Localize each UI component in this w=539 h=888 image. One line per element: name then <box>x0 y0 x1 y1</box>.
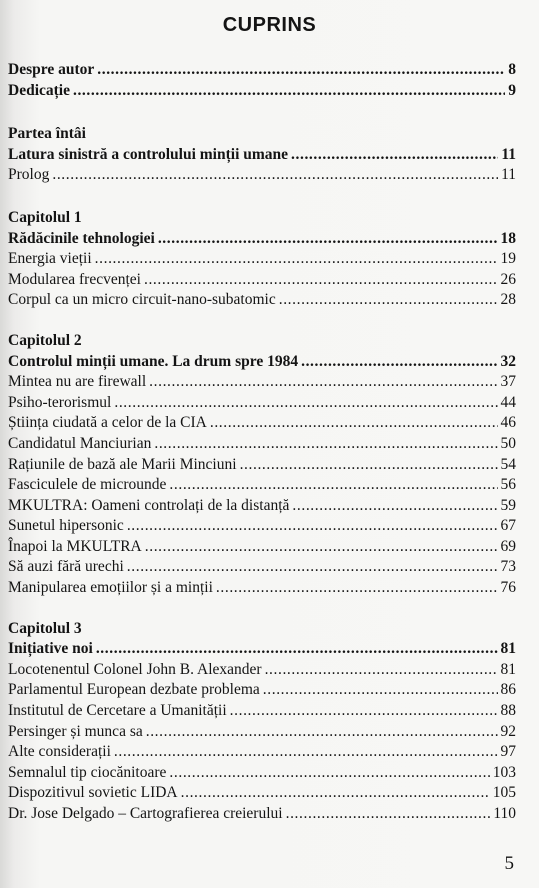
dot-leader <box>146 722 498 743</box>
toc-main-entry <box>8 145 516 166</box>
toc-entry-page: 18 <box>500 229 516 247</box>
toc-entry <box>8 413 516 434</box>
toc-entry-title: Înapoi la MKULTRA <box>8 537 142 555</box>
dot-leader <box>291 145 498 166</box>
dot-leader <box>158 229 498 250</box>
toc-entry-title: Dedicație <box>8 81 70 99</box>
toc-entry <box>8 165 516 186</box>
page-number: 5 <box>504 853 514 874</box>
toc-entry-page: 67 <box>500 517 516 535</box>
toc-entry <box>8 81 516 102</box>
section-heading: Capitolul 1 <box>8 208 82 226</box>
toc-entry-page: 59 <box>500 496 516 514</box>
toc-entry <box>8 393 516 414</box>
toc-main-entry <box>8 352 516 373</box>
toc-entry <box>8 660 516 681</box>
dot-leader <box>181 783 490 804</box>
toc-entry-page: 88 <box>500 702 516 720</box>
toc-entry-title: Alte considerații <box>8 743 111 761</box>
toc-entry-page: 86 <box>500 681 516 699</box>
toc-entry <box>8 701 516 722</box>
toc-entry-title: MKULTRA: Oameni controlați de la distanță <box>8 496 290 514</box>
dot-leader <box>145 537 498 558</box>
toc-entry-title: Psiho-terorismul <box>8 393 112 411</box>
toc-entry <box>8 680 516 701</box>
toc-entry <box>8 434 516 455</box>
toc-entry <box>8 537 516 558</box>
toc-entry-page: 28 <box>500 291 516 309</box>
toc-entry <box>8 270 516 291</box>
toc-entry-title: Sunetul hipersonic <box>8 517 124 535</box>
toc-entry-title: Fasciculele de microunde <box>8 476 167 494</box>
dot-leader <box>96 639 498 660</box>
toc-entry <box>8 372 516 393</box>
toc-entry <box>8 60 516 81</box>
dot-leader <box>301 352 497 373</box>
toc-entry <box>8 249 516 270</box>
toc-entry-page: 105 <box>492 784 516 802</box>
section-heading: Capitolul 2 <box>8 331 82 349</box>
dot-leader <box>52 165 498 186</box>
dot-leader <box>263 680 498 701</box>
toc-entry-page: 8 <box>508 61 516 78</box>
toc-entry-title: Rațiunile de bază ale Marii Minciuni <box>8 455 237 473</box>
toc-entry-title: Manipularea emoțiilor și a minții <box>8 579 213 597</box>
toc-entry <box>8 722 516 743</box>
toc-entry-page: 69 <box>500 537 516 555</box>
toc-entry-title: Corpul ca un micro circuit-nano-subatomic <box>8 291 276 309</box>
dot-leader <box>230 701 498 722</box>
toc-entry-title: Dr. Jose Delgado – Cartografierea creierului <box>8 805 283 822</box>
toc-entry-page: 32 <box>500 352 516 370</box>
toc-entry-title: Parlamentul European dezbate problema <box>8 681 260 699</box>
section-heading: Capitolul 3 <box>8 619 82 637</box>
toc-entry-page: 110 <box>493 805 516 822</box>
toc-entry-title: Institutul de Cercetare a Umanității <box>8 702 227 720</box>
dot-leader <box>97 60 505 81</box>
toc-entry-title: Modularea frecvenței <box>8 270 141 288</box>
toc-entry <box>8 763 516 784</box>
toc-entry <box>8 475 516 496</box>
toc-entry <box>8 290 516 311</box>
toc-entry-title: Inițiative noi <box>8 640 93 658</box>
dot-leader <box>279 290 498 311</box>
toc-entry-title: Candidatul Manciurian <box>8 434 152 452</box>
toc-entry <box>8 783 516 804</box>
dot-leader <box>127 557 498 578</box>
toc-entry-page: 11 <box>501 166 516 184</box>
toc-entry-title: Prolog <box>8 166 50 184</box>
dot-leader <box>114 742 498 763</box>
dot-leader <box>95 249 498 270</box>
toc-main-entry <box>8 639 516 660</box>
toc-entry-page: 11 <box>501 145 516 163</box>
toc-entry-page: 81 <box>500 660 516 678</box>
toc-entry-page: 56 <box>500 476 516 494</box>
toc-entry-title: Latura sinistră a controlului minții umane <box>8 145 289 163</box>
page-title: CUPRINS <box>222 14 317 36</box>
toc-entry <box>8 496 516 517</box>
toc-entry <box>8 455 516 476</box>
toc-main-entry <box>8 229 516 250</box>
toc-entry-page: 44 <box>500 393 516 411</box>
toc-entry-title: Locotenentul Colonel John B. Alexander <box>8 660 262 678</box>
section-heading: Partea întâi <box>8 125 86 143</box>
toc-entry-title: Controlul minții umane. La drum spre 1984 <box>8 352 299 370</box>
dot-leader <box>127 516 498 537</box>
dot-leader <box>114 393 497 414</box>
dot-leader <box>169 475 497 496</box>
toc-entry-page: 76 <box>500 579 516 597</box>
toc-entry-page: 54 <box>500 455 516 473</box>
dot-leader <box>154 434 497 455</box>
toc-entry-title: Persinger și munca sa <box>8 722 143 740</box>
dot-leader <box>292 496 497 517</box>
toc-entry-title: Rădăcinile tehnologiei <box>8 229 155 247</box>
toc-entry <box>8 516 516 537</box>
dot-leader <box>286 804 491 825</box>
toc-entry-page: 81 <box>500 640 516 658</box>
toc-entry-page: 92 <box>500 722 516 740</box>
dot-leader <box>240 455 498 476</box>
toc-entry <box>8 742 516 763</box>
toc-entry-page: 73 <box>500 558 516 576</box>
toc-entry-page: 19 <box>500 250 516 268</box>
toc-entry-page: 46 <box>500 414 516 432</box>
toc-entry-page: 26 <box>500 270 516 288</box>
dot-leader <box>265 660 498 681</box>
dot-leader <box>169 763 489 784</box>
toc-entry <box>8 557 516 578</box>
toc-entry-title: Să auzi fără urechi <box>8 558 124 576</box>
toc-entry-title: Dispozitivul sovietic LIDA <box>8 784 178 802</box>
toc-entry-page: 50 <box>500 434 516 452</box>
toc-entry-title: Mintea nu are firewall <box>8 373 147 391</box>
toc-entry-page: 37 <box>500 373 516 391</box>
toc-entry-title: Despre autor <box>8 61 95 78</box>
dot-leader <box>73 81 505 102</box>
toc-entry-title: Semnalul tip ciocănitoare <box>8 763 167 781</box>
dot-leader <box>149 372 497 393</box>
dot-leader <box>210 413 498 434</box>
toc-entry-page: 9 <box>508 81 516 99</box>
dot-leader <box>144 270 498 291</box>
toc-entry-title: Energia vieții <box>8 250 92 268</box>
toc-entry-page: 97 <box>500 743 516 761</box>
toc-entry-page: 103 <box>492 763 516 781</box>
toc-entry <box>8 804 516 825</box>
dot-leader <box>216 578 498 599</box>
toc-entry <box>8 578 516 599</box>
toc-entry-title: Știința ciudată a celor de la CIA <box>8 414 207 432</box>
table-of-contents <box>8 60 516 825</box>
